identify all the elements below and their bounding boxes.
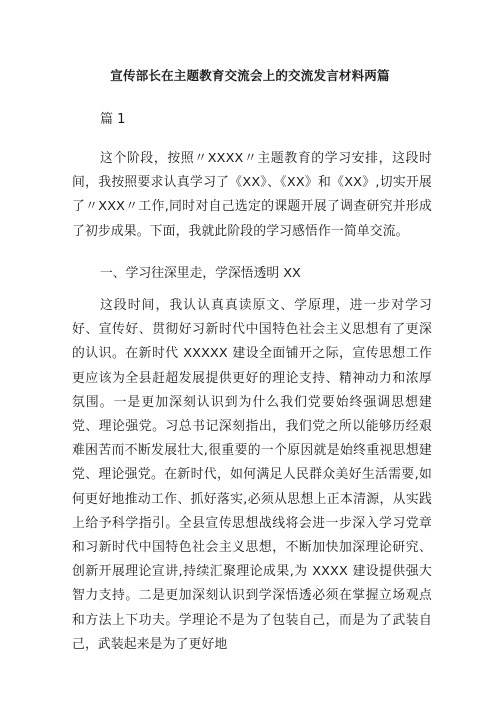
document-title: 宣传部长在主题教育交流会上的交流发言材料两篇	[110, 68, 390, 83]
section-heading-1: 一、学习往深里走，学深悟透明 XX	[100, 266, 301, 281]
paragraph-intro: 这个阶段，按照〃XXXX〃主题教育的学习安排，这段时间，我按照要求认真学习了《XX》、《XX》和《XX》,切实开展了〃XXX〃工作,同时对自己选定的课题开展了调查研究并形成了初步成果。下面，我就此阶段的学习感悟作一简单交流。	[72, 151, 432, 239]
paragraph-section-1: 这段时间，我认认真真读原文、学原理，进一步对学习好、宣传好、贯彻好习新时代中国特色社会主义思想有了更深的认识。在新时代 XXXXX 建设全面铺开之际，宣传思想工作更应该为全县赶超发展提供更好的理论支持、精神动力和浓厚氛围。一是更加深刻认识到为什么我们党要始终强调思想建党、理论强党。习总书记深刻指出，我们党之所以能够历经艰难困苦而不断发展壮大,很重要的一个原因就是始终重视思想建党、理论强党。在新时代，如何满足人民群众美好生活需要,如何更好地推动工作、抓好落实,必须从思想上正本清源，从实践上给予科学指引。全县宣传思想战线将会进一步深入学习党章和习新时代中国特色社会主义思想，不断加快加深理论研究、创新开展理论宣讲,持续汇聚理论成果,为 XXXX 建设提供强大智力支持。二是更加深刻认识到学深悟透必须在掌握立场观点和方法上下功夫。学理论不是为了包装自己，而是为了武装自己，武装起来是为了更好地	[72, 298, 432, 652]
part-label: 篇 1	[100, 112, 126, 127]
